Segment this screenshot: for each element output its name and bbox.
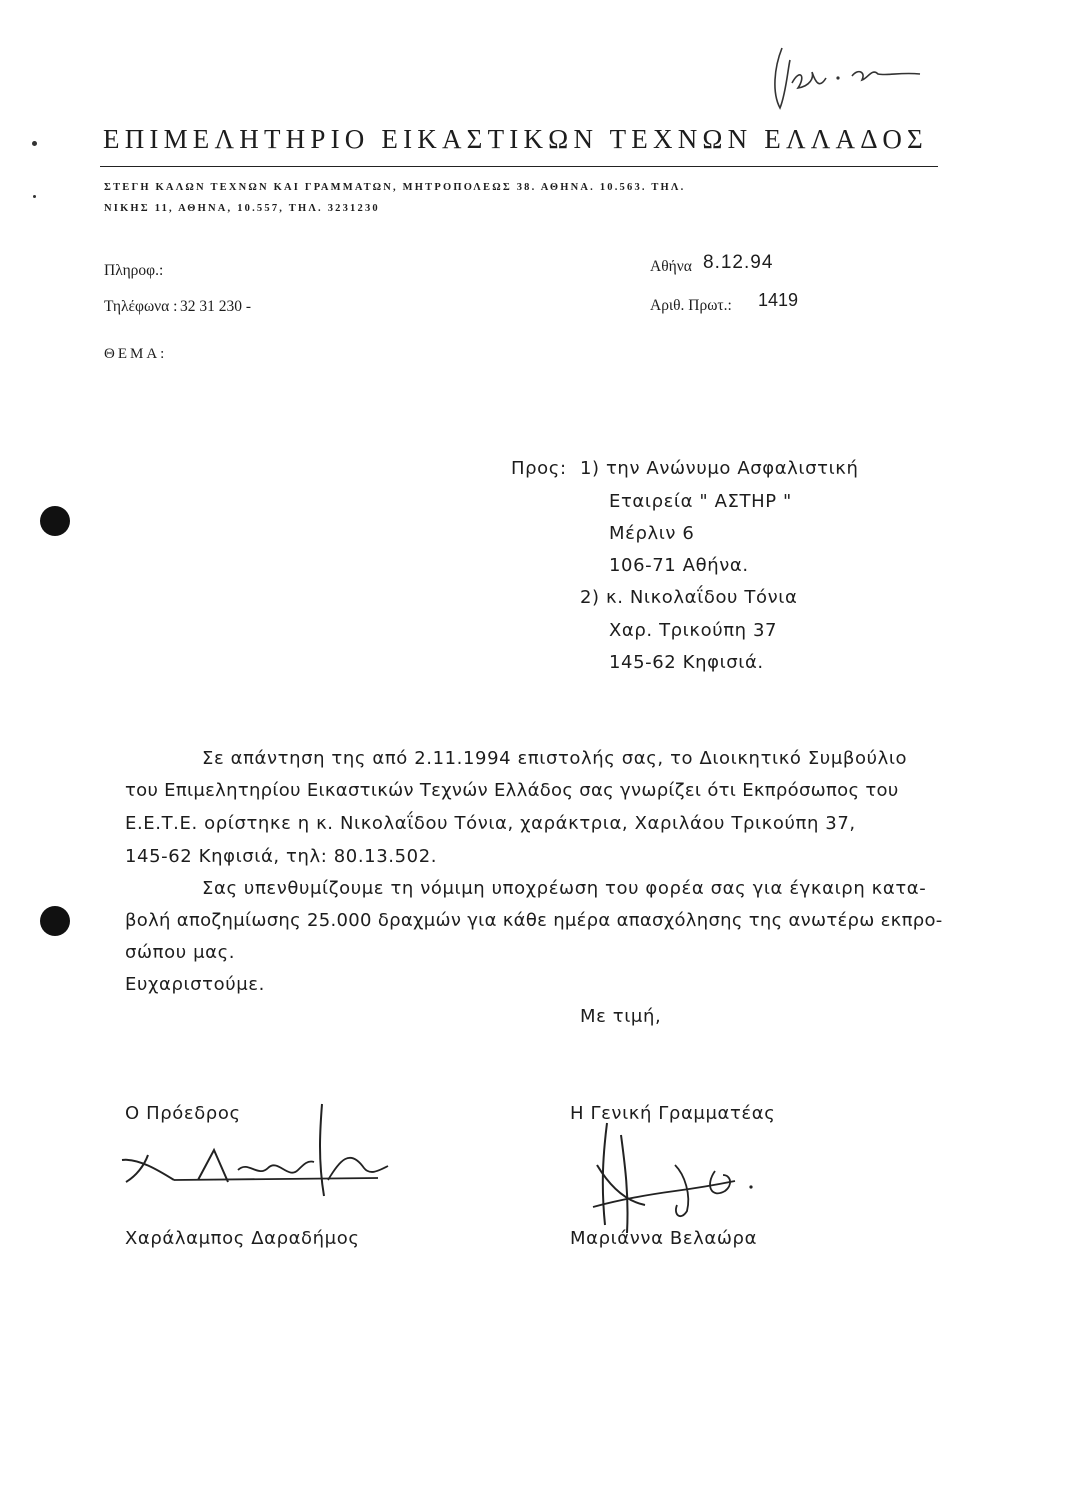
recipient-line: Εταιρεία " ΑΣΤΗΡ " <box>609 491 792 512</box>
body-line: σώπου μας. <box>125 942 236 963</box>
recipient-line: 1) την Ανώνυμο Ασφαλιστική <box>580 458 859 479</box>
left-signatory-title: Ο Πρόεδρος <box>125 1103 241 1124</box>
body-line: βολή αποζημίωσης 25.000 δραχμών για κάθε ημέρα απασχόλησης της ανωτέρω εκπρο- <box>125 910 943 931</box>
body-line: του Επιμελητηρίου Εικαστικών Τεχνών Ελλάδος σας γνωρίζει ότι Εκπρόσωπος του <box>125 780 899 801</box>
recipient-line: 106-71 Αθήνα. <box>609 555 749 576</box>
recipient-line: Χαρ. Τρικούπη 37 <box>609 620 778 641</box>
body-line: Σας υπενθυμίζουμε τη νόμιμη υποχρέωση του φορέα σας για έγκαιρη κατα- <box>202 878 927 899</box>
date-label: Αθήνα <box>650 258 692 275</box>
address-line-2: ΝΙΚΗΣ 11, ΑΘΗΝΑ, 10.557, ΤΗΛ. 3231230 <box>104 203 380 214</box>
subject-label: ΘΕΜΑ: <box>104 346 168 362</box>
recipient-line: Μέρλιν 6 <box>609 523 695 544</box>
closing: Με τιμή, <box>580 1006 662 1027</box>
left-signature <box>118 1100 398 1210</box>
handwritten-note <box>760 38 940 118</box>
right-signatory-name: Μαριάννα Βελαώρα <box>570 1228 758 1249</box>
phone-label: Τηλέφωνα : <box>104 298 178 315</box>
recipient-line: 2) κ. Νικολαΐδου Τόνια <box>580 587 798 608</box>
org-name: ΕΠΙΜΕΛΗΤΗΡΙΟ ΕΙΚΑΣΤΙΚΩΝ ΤΕΧΝΩΝ ΕΛΛΑΔΟΣ <box>103 124 928 154</box>
protocol-label: Αριθ. Πρωτ.: <box>650 297 732 314</box>
left-signatory-name: Χαράλαμπος Δαραδήμος <box>125 1228 360 1249</box>
protocol-value: 1419 <box>758 290 799 310</box>
date-value: 8.12.94 <box>703 252 774 273</box>
body-line: Σε απάντηση της από 2.11.1994 επιστολής σας, το Διοικητικό Συμβούλιο <box>202 748 908 769</box>
recipients-label: Προς: <box>511 458 567 479</box>
right-signature <box>585 1115 785 1245</box>
letterhead-rule <box>100 166 938 167</box>
punch-hole <box>40 906 70 936</box>
recipient-line: 145-62 Κηφισιά. <box>609 652 764 673</box>
body-line: Ευχαριστούμε. <box>125 974 265 995</box>
info-label: Πληροφ.: <box>104 262 164 279</box>
punch-hole <box>40 506 70 536</box>
right-signatory-title: Η Γενική Γραμματέας <box>570 1103 776 1124</box>
body-line: 145-62 Κηφισιά, τηλ: 80.13.502. <box>125 846 438 867</box>
phone-value: 32 31 230 - <box>180 298 252 315</box>
margin-mark <box>33 195 36 198</box>
margin-mark <box>32 141 37 146</box>
address-line-1: ΣΤΕΓΗ ΚΑΛΩΝ ΤΕΧΝΩΝ ΚΑΙ ΓΡΑΜΜΑΤΩΝ, ΜΗΤΡΟΠΟΛΕΩΣ 38. ΑΘΗΝΑ. 10.563. ΤΗΛ. <box>104 182 686 193</box>
body-line: Ε.Ε.Τ.Ε. ορίστηκε η κ. Νικολαΐδου Τόνια, χαράκτρια, Χαριλάου Τρικούπη 37, <box>125 813 856 834</box>
